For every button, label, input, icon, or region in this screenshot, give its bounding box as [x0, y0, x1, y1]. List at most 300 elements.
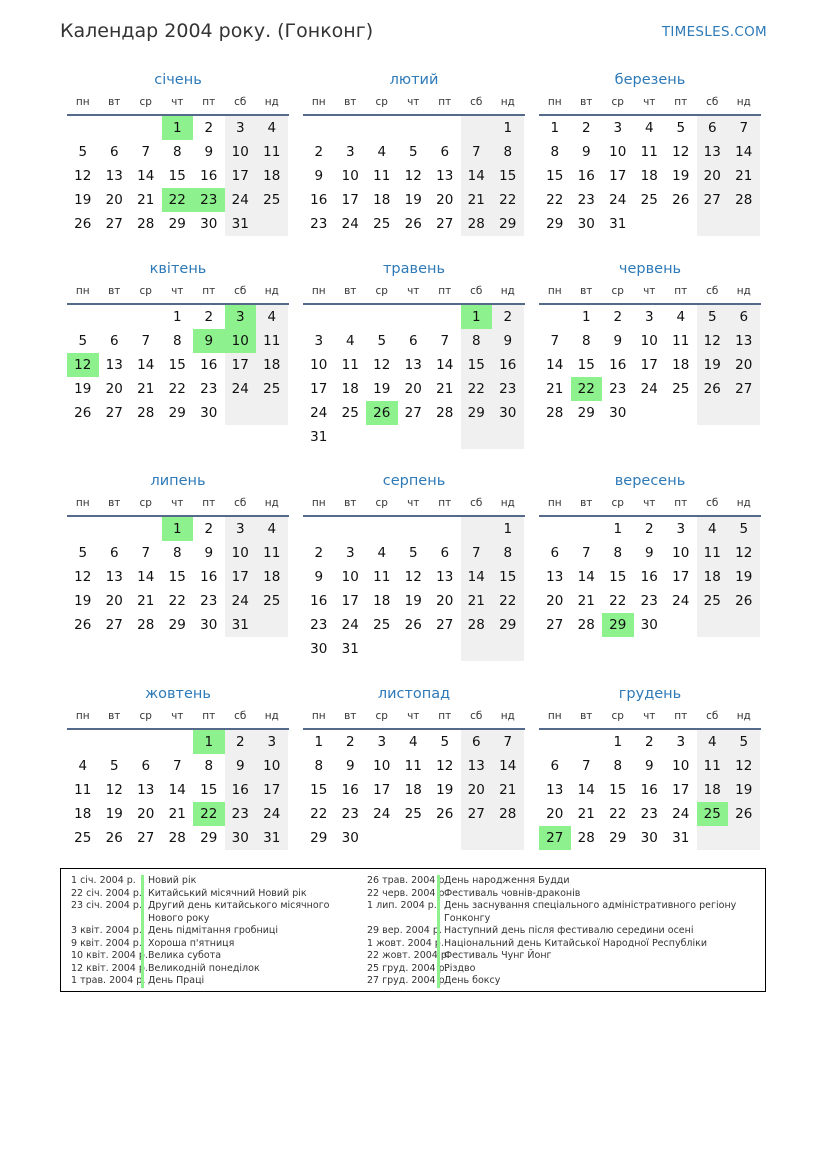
weekday-label: пн [75, 497, 90, 509]
empty-day-cell [398, 517, 430, 541]
holiday-day-cell: 25 [697, 802, 729, 826]
month-name: лютий [389, 72, 439, 88]
day-cell: 24 [225, 377, 257, 401]
day-cell: 3 [377, 734, 387, 750]
day-cell: 28 [137, 405, 155, 421]
weekday-header [303, 706, 525, 730]
weekday-label: пт [202, 285, 216, 297]
day-cell: 22 [492, 188, 524, 212]
day-cell: 25 [640, 192, 658, 208]
day-grid [67, 517, 289, 637]
legend-entry [357, 950, 767, 963]
legend-date: 25 груд. 2004 р. [367, 962, 448, 974]
day-cell: 8 [204, 758, 214, 774]
day-cell: 4 [644, 120, 654, 136]
empty-day-cell [539, 517, 571, 541]
weekday-header [67, 493, 289, 517]
day-cell: 30 [200, 617, 218, 633]
day-cell: 11 [256, 541, 288, 565]
empty-day-cell [429, 425, 461, 449]
day-cell: 27 [436, 216, 454, 232]
day-cell: 10 [341, 168, 359, 184]
month-block [539, 70, 761, 236]
weekday-label: ср [139, 285, 152, 297]
day-cell: 27 [546, 617, 564, 633]
legend-entry [61, 888, 361, 901]
weekday-label: сб [470, 96, 483, 108]
day-cell: 23 [341, 806, 359, 822]
day-cell: 6 [550, 758, 560, 774]
month-name: квітень [149, 261, 207, 277]
empty-day-cell [162, 730, 194, 754]
day-cell: 14 [577, 782, 595, 798]
day-cell: 10 [225, 140, 257, 164]
weekday-label: пн [311, 710, 326, 722]
empty-day-cell [67, 517, 99, 541]
day-cell: 6 [728, 305, 760, 329]
day-cell: 7 [141, 545, 151, 561]
day-cell: 29 [609, 830, 627, 846]
legend-entry [357, 925, 767, 938]
weekday-label: нд [736, 96, 751, 108]
day-cell: 16 [577, 168, 595, 184]
empty-day-cell [398, 637, 430, 661]
day-cell: 5 [109, 758, 119, 774]
day-cell: 21 [137, 381, 155, 397]
empty-day-cell [461, 637, 493, 661]
day-cell: 7 [581, 758, 591, 774]
day-cell: 24 [640, 381, 658, 397]
day-cell: 13 [728, 329, 760, 353]
day-cell: 8 [172, 545, 182, 561]
day-cell: 15 [461, 353, 493, 377]
day-cell: 2 [314, 144, 324, 160]
day-cell: 27 [436, 617, 454, 633]
day-cell: 29 [461, 401, 493, 425]
day-cell: 13 [137, 782, 155, 798]
weekday-label: ср [139, 497, 152, 509]
weekday-label: нд [736, 497, 751, 509]
day-cell: 23 [200, 593, 218, 609]
day-cell: 4 [377, 545, 387, 561]
weekday-label: пн [75, 96, 90, 108]
day-cell: 15 [609, 782, 627, 798]
legend-holiday-name: Національний день Китайської Народної Республіки [437, 938, 744, 951]
site-link[interactable]: TIMESLES.COM [661, 24, 767, 40]
day-grid [539, 517, 761, 637]
day-cell: 29 [310, 830, 328, 846]
day-cell: 5 [78, 144, 88, 160]
day-cell: 6 [440, 144, 450, 160]
day-cell: 25 [672, 381, 690, 397]
month-block [303, 471, 525, 661]
day-cell: 8 [613, 545, 623, 561]
day-cell: 13 [404, 357, 422, 373]
empty-day-cell [697, 826, 729, 850]
day-cell: 27 [461, 802, 493, 826]
day-cell: 11 [373, 569, 391, 585]
day-cell: 4 [345, 333, 355, 349]
day-cell: 5 [408, 545, 418, 561]
day-cell: 30 [640, 617, 658, 633]
day-cell: 29 [577, 405, 595, 421]
weekday-label: нд [500, 710, 515, 722]
day-cell: 14 [168, 782, 186, 798]
weekday-label: пт [674, 710, 688, 722]
day-cell: 26 [728, 802, 760, 826]
legend-date: 3 квіт. 2004 р. [71, 925, 142, 936]
day-cell: 17 [341, 192, 359, 208]
day-cell: 30 [225, 826, 257, 850]
day-cell: 21 [461, 188, 493, 212]
day-cell: 24 [373, 806, 391, 822]
day-cell: 30 [492, 401, 524, 425]
day-cell: 15 [168, 357, 186, 373]
empty-day-cell [99, 116, 131, 140]
weekday-label: пт [438, 285, 452, 297]
day-cell: 17 [640, 357, 658, 373]
weekday-label: чт [407, 96, 420, 108]
day-cell: 7 [581, 545, 591, 561]
day-cell: 6 [440, 545, 450, 561]
month-block [539, 684, 761, 850]
day-cell: 10 [640, 333, 658, 349]
empty-day-cell [728, 613, 760, 637]
day-cell: 1 [613, 734, 623, 750]
day-cell: 8 [550, 144, 560, 160]
day-cell: 18 [672, 357, 690, 373]
empty-day-cell [571, 730, 603, 754]
weekday-label: чт [643, 285, 656, 297]
day-cell: 25 [74, 830, 92, 846]
day-cell: 13 [105, 168, 123, 184]
month-block [303, 70, 525, 236]
day-cell: 4 [377, 144, 387, 160]
day-cell: 31 [225, 212, 257, 236]
day-cell: 19 [697, 353, 729, 377]
holiday-day-cell: 22 [162, 188, 194, 212]
legend-entry [61, 963, 361, 976]
empty-day-cell [335, 517, 367, 541]
day-cell: 22 [310, 806, 328, 822]
day-cell: 20 [728, 353, 760, 377]
legend-holiday-name: Новий рік [141, 875, 338, 888]
day-cell: 26 [404, 617, 422, 633]
day-cell: 18 [256, 565, 288, 589]
holiday-day-cell: 9 [193, 329, 225, 353]
day-cell: 24 [225, 188, 257, 212]
day-cell: 9 [225, 754, 257, 778]
day-cell: 1 [492, 517, 524, 541]
day-cell: 31 [341, 641, 359, 657]
day-cell: 20 [436, 192, 454, 208]
day-cell: 28 [728, 188, 760, 212]
day-cell: 30 [640, 830, 658, 846]
day-cell: 12 [373, 357, 391, 373]
day-cell: 29 [200, 830, 218, 846]
empty-day-cell [366, 116, 398, 140]
weekday-label: сб [234, 710, 247, 722]
day-cell: 4 [78, 758, 88, 774]
day-cell: 4 [697, 730, 729, 754]
day-cell: 18 [74, 806, 92, 822]
day-cell: 11 [697, 541, 729, 565]
day-cell: 19 [728, 565, 760, 589]
day-cell: 21 [461, 589, 493, 613]
legend-entry [61, 900, 361, 925]
day-cell: 16 [225, 778, 257, 802]
day-cell: 8 [461, 329, 493, 353]
day-cell: 18 [697, 565, 729, 589]
legend-entry [61, 950, 361, 963]
day-cell: 11 [640, 144, 658, 160]
day-cell: 16 [609, 357, 627, 373]
legend-date: 26 трав. 2004 р. [367, 875, 448, 886]
weekday-label: вт [344, 710, 357, 722]
day-cell: 18 [341, 381, 359, 397]
day-cell: 5 [440, 734, 450, 750]
empty-day-cell [665, 401, 697, 425]
day-cell: 25 [373, 216, 391, 232]
day-cell: 1 [172, 309, 182, 325]
day-cell: 12 [74, 168, 92, 184]
legend-holiday-name: Фестиваль човнів-драконів [437, 888, 744, 901]
empty-day-cell [67, 305, 99, 329]
day-cell: 23 [577, 192, 595, 208]
empty-day-cell [461, 826, 493, 850]
day-cell: 8 [314, 758, 324, 774]
day-cell: 24 [341, 617, 359, 633]
empty-day-cell [398, 826, 430, 850]
day-cell: 27 [728, 377, 760, 401]
day-cell: 2 [204, 521, 214, 537]
day-cell: 5 [408, 144, 418, 160]
day-cell: 30 [577, 216, 595, 232]
legend-date: 22 жовт. 2004 р. [367, 950, 450, 961]
weekday-label: пт [438, 96, 452, 108]
day-grid [539, 116, 761, 236]
weekday-label: чт [171, 96, 184, 108]
empty-day-cell [398, 116, 430, 140]
day-cell: 20 [404, 381, 422, 397]
month-block [539, 471, 761, 637]
legend-entry [357, 938, 767, 951]
day-cell: 9 [492, 329, 524, 353]
day-cell: 8 [581, 333, 591, 349]
day-cell: 26 [728, 589, 760, 613]
day-cell: 2 [314, 545, 324, 561]
weekday-label: вт [580, 96, 593, 108]
day-cell: 22 [609, 593, 627, 609]
day-cell: 31 [225, 613, 257, 637]
day-grid [539, 305, 761, 425]
weekday-label: ср [139, 96, 152, 108]
weekday-label: вт [108, 710, 121, 722]
empty-day-cell [366, 517, 398, 541]
weekday-header [303, 493, 525, 517]
empty-day-cell [130, 517, 162, 541]
day-cell: 28 [577, 617, 595, 633]
legend-holiday-name: Другий день китайського місячного Нового року [141, 900, 338, 925]
weekday-label: нд [264, 285, 279, 297]
day-cell: 7 [141, 333, 151, 349]
day-cell: 2 [492, 305, 524, 329]
month-name: січень [154, 72, 202, 88]
empty-day-cell [429, 305, 461, 329]
weekday-label: нд [500, 96, 515, 108]
day-cell: 14 [492, 754, 524, 778]
empty-day-cell [492, 826, 524, 850]
day-cell: 18 [640, 168, 658, 184]
empty-day-cell [461, 517, 493, 541]
weekday-label: нд [500, 497, 515, 509]
day-cell: 21 [492, 778, 524, 802]
legend-date: 1 трав. 2004 р. [71, 975, 146, 986]
day-cell: 21 [436, 381, 454, 397]
day-cell: 12 [105, 782, 123, 798]
legend-entry [357, 975, 767, 988]
month-block [67, 471, 289, 637]
empty-day-cell [634, 212, 666, 236]
empty-day-cell [461, 116, 493, 140]
empty-day-cell [429, 116, 461, 140]
legend-holiday-name: Великодній понеділок [141, 963, 338, 976]
day-cell: 6 [461, 730, 493, 754]
weekday-label: сб [234, 96, 247, 108]
day-cell: 16 [492, 353, 524, 377]
day-cell: 22 [168, 593, 186, 609]
month-name: травень [382, 261, 446, 277]
day-cell: 26 [74, 617, 92, 633]
month-block [539, 259, 761, 425]
day-cell: 21 [728, 164, 760, 188]
day-cell: 13 [436, 168, 454, 184]
day-grid [303, 730, 525, 850]
day-cell: 26 [404, 216, 422, 232]
day-cell: 23 [640, 593, 658, 609]
day-cell: 15 [609, 569, 627, 585]
day-cell: 13 [105, 569, 123, 585]
day-cell: 6 [109, 545, 119, 561]
day-cell: 12 [404, 168, 422, 184]
day-cell: 23 [609, 381, 627, 397]
weekday-header [67, 706, 289, 730]
empty-day-cell [130, 305, 162, 329]
day-cell: 11 [256, 140, 288, 164]
day-cell: 14 [461, 565, 493, 589]
day-cell: 3 [676, 734, 686, 750]
weekday-label: ср [375, 710, 388, 722]
day-cell: 31 [672, 830, 690, 846]
day-cell: 9 [314, 168, 324, 184]
weekday-label: пт [202, 96, 216, 108]
day-cell: 3 [225, 517, 257, 541]
day-cell: 30 [200, 216, 218, 232]
weekday-label: ср [375, 285, 388, 297]
weekday-label: чт [171, 710, 184, 722]
day-cell: 13 [436, 569, 454, 585]
day-cell: 2 [345, 734, 355, 750]
legend-date: 29 вер. 2004 р. [367, 925, 442, 936]
holiday-day-cell: 22 [193, 802, 225, 826]
legend-column-left [61, 875, 361, 988]
day-cell: 19 [105, 806, 123, 822]
day-cell: 4 [697, 517, 729, 541]
empty-day-cell [366, 637, 398, 661]
day-cell: 30 [310, 641, 328, 657]
day-cell: 20 [105, 593, 123, 609]
weekday-label: пт [438, 497, 452, 509]
day-cell: 25 [697, 589, 729, 613]
legend-date: 27 груд. 2004 р. [367, 975, 448, 986]
day-cell: 6 [550, 545, 560, 561]
day-cell: 12 [697, 329, 729, 353]
day-cell: 22 [492, 589, 524, 613]
day-grid [303, 517, 525, 661]
day-cell: 5 [377, 333, 387, 349]
weekday-label: сб [234, 285, 247, 297]
day-cell: 2 [613, 309, 623, 325]
day-cell: 18 [256, 164, 288, 188]
weekday-header [67, 92, 289, 116]
legend-holiday-name: День підмітання гробниці [141, 925, 338, 938]
day-cell: 2 [204, 309, 214, 325]
weekday-label: пт [202, 710, 216, 722]
day-cell: 14 [137, 569, 155, 585]
empty-day-cell [256, 613, 288, 637]
day-cell: 2 [204, 120, 214, 136]
day-cell: 23 [492, 377, 524, 401]
empty-day-cell [697, 613, 729, 637]
empty-day-cell [303, 116, 335, 140]
day-cell: 20 [546, 593, 564, 609]
day-cell: 13 [697, 140, 729, 164]
day-cell: 26 [436, 806, 454, 822]
month-name: жовтень [145, 686, 211, 702]
day-cell: 16 [640, 782, 658, 798]
day-cell: 11 [341, 357, 359, 373]
weekday-label: ср [611, 96, 624, 108]
holiday-day-cell: 1 [162, 517, 194, 541]
weekday-label: ср [375, 497, 388, 509]
day-cell: 28 [461, 613, 493, 637]
day-cell: 21 [577, 806, 595, 822]
holiday-day-cell: 23 [193, 188, 225, 212]
day-cell: 10 [373, 758, 391, 774]
weekday-label: пн [547, 285, 562, 297]
day-cell: 15 [200, 782, 218, 798]
day-cell: 27 [105, 405, 123, 421]
day-cell: 8 [172, 333, 182, 349]
day-cell: 17 [310, 381, 328, 397]
day-grid [539, 730, 761, 850]
day-cell: 29 [168, 617, 186, 633]
day-cell: 4 [256, 116, 288, 140]
weekday-header [539, 92, 761, 116]
weekday-header [303, 92, 525, 116]
day-cell: 10 [256, 754, 288, 778]
empty-day-cell [697, 212, 729, 236]
day-cell: 16 [200, 357, 218, 373]
day-cell: 17 [341, 593, 359, 609]
day-cell: 10 [225, 541, 257, 565]
legend-holiday-name: Велика субота [141, 950, 338, 963]
weekday-label: вт [344, 96, 357, 108]
weekday-label: сб [706, 96, 719, 108]
legend-entry [357, 963, 767, 976]
empty-day-cell [366, 425, 398, 449]
empty-day-cell [99, 730, 131, 754]
